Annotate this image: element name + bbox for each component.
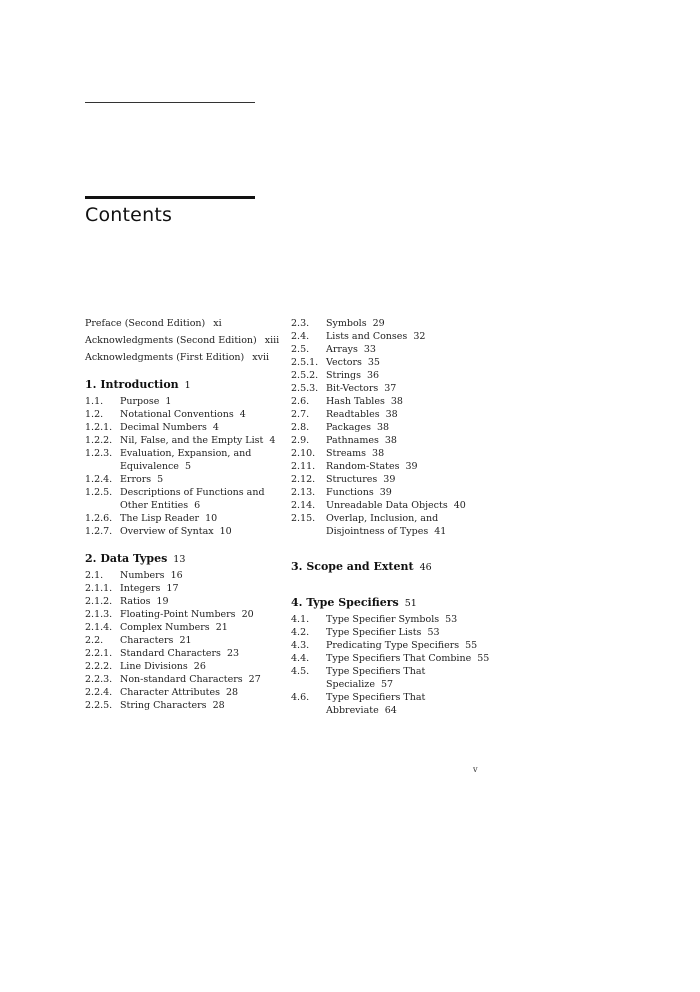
section-number: 4.5. <box>291 666 310 677</box>
section-title: Structures 39 <box>326 474 396 485</box>
toc-section-entry[interactable] <box>85 608 280 621</box>
section-number: 4.1. <box>291 614 310 625</box>
toc-section-entry[interactable] <box>291 343 491 356</box>
section-title: Pathnames 38 <box>326 435 397 446</box>
toc-section-entry[interactable] <box>291 408 491 421</box>
section-title: Arrays 33 <box>326 344 376 355</box>
section-page: 5 <box>157 474 164 485</box>
section-number: 2.1. <box>85 570 104 581</box>
section-title: Characters 21 <box>120 635 192 646</box>
section-title: Decimal Numbers 4 <box>120 422 219 433</box>
section-number: 1.2.6. <box>85 513 113 524</box>
section-number: 2.8. <box>291 422 310 433</box>
toc-front-matter-entry[interactable]: Acknowledgments (Second Edition) xiii <box>85 335 280 346</box>
section-number: 2.2.2. <box>85 661 113 672</box>
section-page: 53 <box>427 627 440 638</box>
section-title: Hash Tables 38 <box>326 396 403 407</box>
section-title: Descriptions of Functions and Other Entities 6 <box>120 487 265 511</box>
toc-section-entry[interactable] <box>85 582 280 595</box>
section-number: 2.7. <box>291 409 310 420</box>
section-title: Symbols 29 <box>326 318 385 329</box>
toc-section-entry[interactable] <box>85 634 280 647</box>
section-page: 57 <box>380 679 394 690</box>
toc-section-entry[interactable] <box>85 647 280 660</box>
toc-section-entry[interactable] <box>85 673 280 686</box>
section-number: 2.2.5. <box>85 700 113 711</box>
section-page: 27 <box>248 674 261 685</box>
chapter-page: 51 <box>404 598 417 609</box>
section-title: Ratios 19 <box>120 596 169 607</box>
section-page: 39 <box>379 487 392 498</box>
chapter-page: 1 <box>184 380 191 391</box>
section-number: 2.6. <box>291 396 310 407</box>
section-number: 2.2. <box>85 635 104 646</box>
section-number: 2.1.3. <box>85 609 113 620</box>
section-number: 1.2.7. <box>85 526 113 537</box>
toc-section-entry[interactable] <box>85 512 280 525</box>
page-number-marker: v <box>473 765 478 774</box>
toc-section-entry[interactable] <box>85 434 280 447</box>
toc-section-entry[interactable] <box>291 665 491 691</box>
section-page: 5 <box>184 461 191 472</box>
section-page: 26 <box>193 661 206 672</box>
top-rule <box>85 102 255 103</box>
section-title: Unreadable Data Objects 40 <box>326 500 466 511</box>
section-title: Lists and Conses 32 <box>326 331 426 342</box>
toc-section-entry[interactable] <box>291 330 491 343</box>
section-number: 1.2. <box>85 409 104 420</box>
section-title: Integers 17 <box>120 583 179 594</box>
toc-column-right <box>291 317 491 717</box>
section-title: Floating-Point Numbers 20 <box>120 609 254 620</box>
section-number: 2.5.3. <box>291 383 319 394</box>
section-title: Strings 36 <box>326 370 380 381</box>
section-page: 28 <box>226 687 239 698</box>
toc-section-entry[interactable] <box>85 660 280 673</box>
toc-section-entry[interactable] <box>85 473 280 486</box>
section-title: Notational Conventions 4 <box>120 409 246 420</box>
section-page: 55 <box>477 653 490 664</box>
section-number: 2.1.4. <box>85 622 113 633</box>
toc-front-matter-entry[interactable]: Preface (Second Edition) xi <box>85 318 222 329</box>
section-page: 19 <box>156 596 169 607</box>
section-number: 2.12. <box>291 474 316 485</box>
toc-section-entry[interactable] <box>291 652 491 665</box>
section-page: 10 <box>219 526 232 537</box>
toc-section-entry[interactable] <box>291 395 491 408</box>
section-number: 4.2. <box>291 627 310 638</box>
section-title: Type Specifiers That Abbreviate 64 <box>326 692 426 716</box>
section-title: Packages 38 <box>326 422 390 433</box>
section-title: Readtables 38 <box>326 409 398 420</box>
section-page: 4 <box>269 435 276 446</box>
section-number: 2.15. <box>291 513 316 524</box>
section-number: 2.2.3. <box>85 674 113 685</box>
toc-section-entry[interactable] <box>291 434 491 447</box>
toc-section-entry[interactable] <box>291 369 491 382</box>
section-page: 4 <box>212 422 219 433</box>
section-title: Evaluation, Expansion, and Equivalence 5 <box>120 448 252 472</box>
section-number: 2.3. <box>291 318 310 329</box>
toc-section-entry[interactable] <box>85 621 280 634</box>
section-page: 10 <box>205 513 218 524</box>
front-matter-page: xiii <box>264 335 280 346</box>
section-number: 2.1.1. <box>85 583 113 594</box>
toc-section-entry[interactable] <box>291 486 491 499</box>
section-page: 64 <box>384 705 397 716</box>
toc-section-entry[interactable] <box>85 525 280 538</box>
section-number: 2.13. <box>291 487 316 498</box>
section-number: 2.11. <box>291 461 316 472</box>
section-title: Type Specifier Symbols 53 <box>326 614 458 625</box>
section-title: Character Attributes 28 <box>120 687 239 698</box>
section-number: 1.2.4. <box>85 474 113 485</box>
chapters-right-list <box>291 560 491 717</box>
section-page: 20 <box>241 609 254 620</box>
section-page: 36 <box>366 370 380 381</box>
section-title: Streams 38 <box>326 448 385 459</box>
section-title: Overview of Syntax 10 <box>120 526 232 537</box>
section-page: 33 <box>363 344 376 355</box>
toc-section-entry[interactable] <box>85 408 280 421</box>
section-title: The Lisp Reader 10 <box>120 513 218 524</box>
section-title: Functions 39 <box>326 487 392 498</box>
section-page: 1 <box>165 396 172 407</box>
toc-chapter-entry[interactable]: 2. Data Types 13 <box>85 552 186 565</box>
section-number: 4.3. <box>291 640 310 651</box>
section-page: 40 <box>453 500 466 511</box>
section-title: Overlap, Inclusion, and Disjointness of Types 41 <box>326 513 447 537</box>
section-page: 53 <box>445 614 458 625</box>
chapter-page: 13 <box>173 554 186 565</box>
toc-section-entry[interactable] <box>85 447 280 473</box>
section-title: String Characters 28 <box>120 700 225 711</box>
toc-section-entry[interactable] <box>291 317 491 330</box>
section-page: 21 <box>215 622 228 633</box>
section-page: 29 <box>372 318 385 329</box>
section-number: 4.4. <box>291 653 310 664</box>
toc-section-entry[interactable] <box>85 421 280 434</box>
section-number: 1.2.5. <box>85 487 113 498</box>
toc-section-entry[interactable] <box>85 595 280 608</box>
section-page: 38 <box>390 396 403 407</box>
toc-section-entry[interactable] <box>291 512 491 538</box>
sections-right-top-list <box>291 317 491 538</box>
toc-section-entry[interactable] <box>85 569 280 582</box>
section-title: Purpose 1 <box>120 396 172 407</box>
section-number: 2.4. <box>291 331 310 342</box>
front-matter-page: xi <box>213 318 222 329</box>
toc-chapter-entry[interactable]: 3. Scope and Extent 46 <box>291 560 432 573</box>
toc-chapter-entry[interactable]: 4. Type Specifiers 51 <box>291 596 417 609</box>
section-title: Numbers 16 <box>120 570 183 581</box>
section-number: 2.5.2. <box>291 370 319 381</box>
section-page: 4 <box>239 409 246 420</box>
toc-column-left <box>85 317 280 712</box>
toc-section-entry[interactable] <box>85 486 280 512</box>
section-page: 32 <box>413 331 426 342</box>
toc-section-entry[interactable] <box>291 356 491 369</box>
section-title: Errors 5 <box>120 474 164 485</box>
toc-section-entry[interactable] <box>85 395 280 408</box>
section-title: Vectors 35 <box>326 357 380 368</box>
section-title: Random-States 39 <box>326 461 418 472</box>
section-page: 17 <box>166 583 179 594</box>
section-page: 37 <box>384 383 397 394</box>
section-page: 28 <box>212 700 225 711</box>
section-page: 41 <box>434 526 447 537</box>
section-number: 2.9. <box>291 435 310 446</box>
section-title: Standard Characters 23 <box>120 648 240 659</box>
page-title: Contents <box>85 204 173 226</box>
toc-section-entry[interactable] <box>291 613 491 626</box>
section-page: 6 <box>194 500 201 511</box>
section-title: Bit-Vectors 37 <box>326 383 397 394</box>
toc-section-entry[interactable] <box>291 691 491 717</box>
section-page: 35 <box>367 357 380 368</box>
section-page: 21 <box>179 635 192 646</box>
toc-section-entry[interactable] <box>291 639 491 652</box>
section-title: Type Specifiers That Specialize 57 <box>326 666 426 690</box>
section-number: 1.1. <box>85 396 104 407</box>
section-title: Type Specifier Lists 53 <box>326 627 440 638</box>
chapter-page: 46 <box>419 562 432 573</box>
section-page: 39 <box>405 461 418 472</box>
toc-section-entry[interactable] <box>291 447 491 460</box>
front-matter-list <box>85 317 280 364</box>
section-page: 55 <box>465 640 478 651</box>
section-title: Non-standard Characters 27 <box>120 674 261 685</box>
section-number: 2.2.4. <box>85 687 113 698</box>
toc-section-entry[interactable] <box>85 686 280 699</box>
chapters-left-list <box>85 378 280 712</box>
section-number: 2.1.2. <box>85 596 113 607</box>
section-page: 39 <box>383 474 396 485</box>
section-title: Type Specifiers That Combine 55 <box>326 653 490 664</box>
toc-section-entry[interactable] <box>291 499 491 512</box>
toc-chapter-entry[interactable]: 1. Introduction 1 <box>85 378 191 391</box>
section-page: 38 <box>376 422 390 433</box>
section-title: Complex Numbers 21 <box>120 622 228 633</box>
section-number: 4.6. <box>291 692 310 703</box>
section-number: 1.2.1. <box>85 422 113 433</box>
section-number: 1.2.3. <box>85 448 113 459</box>
section-number: 2.2.1. <box>85 648 113 659</box>
toc-section-entry[interactable] <box>291 382 491 395</box>
front-matter-page: xvii <box>252 352 270 363</box>
section-page: 23 <box>226 648 240 659</box>
section-title: Line Divisions 26 <box>120 661 206 672</box>
section-page: 38 <box>385 409 398 420</box>
toc-front-matter-entry[interactable]: Acknowledgments (First Edition) xvii <box>85 352 270 363</box>
section-number: 2.14. <box>291 500 316 511</box>
section-page: 38 <box>384 435 397 446</box>
section-page: 38 <box>372 448 385 459</box>
section-number: 2.10. <box>291 448 316 459</box>
toc-section-entry[interactable] <box>291 626 491 639</box>
toc-section-entry[interactable] <box>291 460 491 473</box>
section-number: 2.5. <box>291 344 310 355</box>
section-page: 16 <box>170 570 183 581</box>
toc-section-entry[interactable] <box>291 473 491 486</box>
toc-section-entry[interactable] <box>85 699 280 712</box>
heading-rule <box>85 196 255 199</box>
section-number: 2.5.1. <box>291 357 319 368</box>
section-title: Predicating Type Specifiers 55 <box>326 640 478 651</box>
section-number: 1.2.2. <box>85 435 113 446</box>
toc-section-entry[interactable] <box>291 421 491 434</box>
section-title: Nil, False, and the Empty List 4 <box>120 435 276 446</box>
